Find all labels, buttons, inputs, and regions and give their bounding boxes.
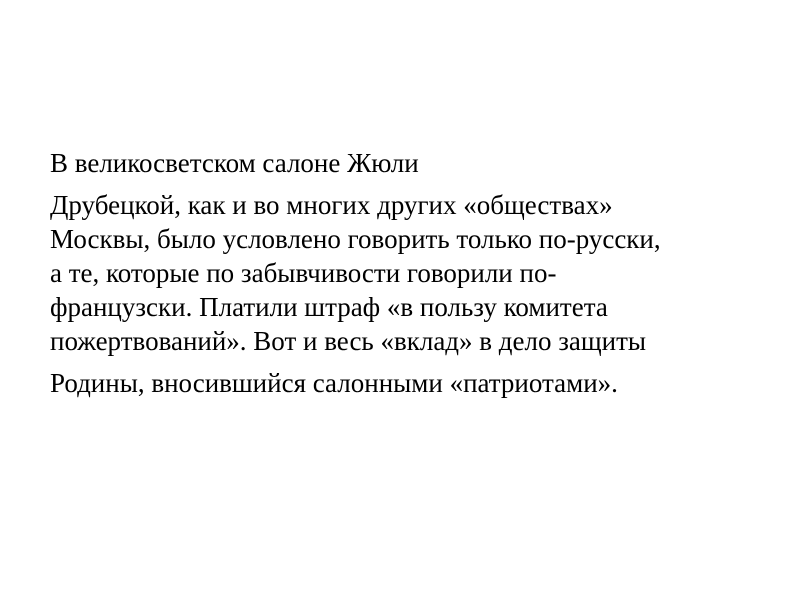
paragraph-2: [50, 188, 770, 358]
text-line: Родины, вносившийся салонными «патриотами».: [50, 368, 618, 398]
text-line: Друбецкой, как и во многих других «обществах»: [50, 190, 613, 220]
text-line: французски. Платили штраф «в пользу комитета: [50, 292, 608, 322]
text-block: [50, 146, 770, 400]
text-line: а те, которые по забывчивости говорили по-: [50, 258, 557, 288]
paragraph-3: [50, 366, 770, 400]
paragraph-1: [50, 146, 770, 180]
text-line: пожертвований». Вот и весь «вклад» в дело защиты: [50, 326, 647, 356]
text-line: В великосветском салоне Жюли: [50, 148, 419, 178]
text-line: Москвы, было условлено говорить только по-русски,: [50, 224, 661, 254]
